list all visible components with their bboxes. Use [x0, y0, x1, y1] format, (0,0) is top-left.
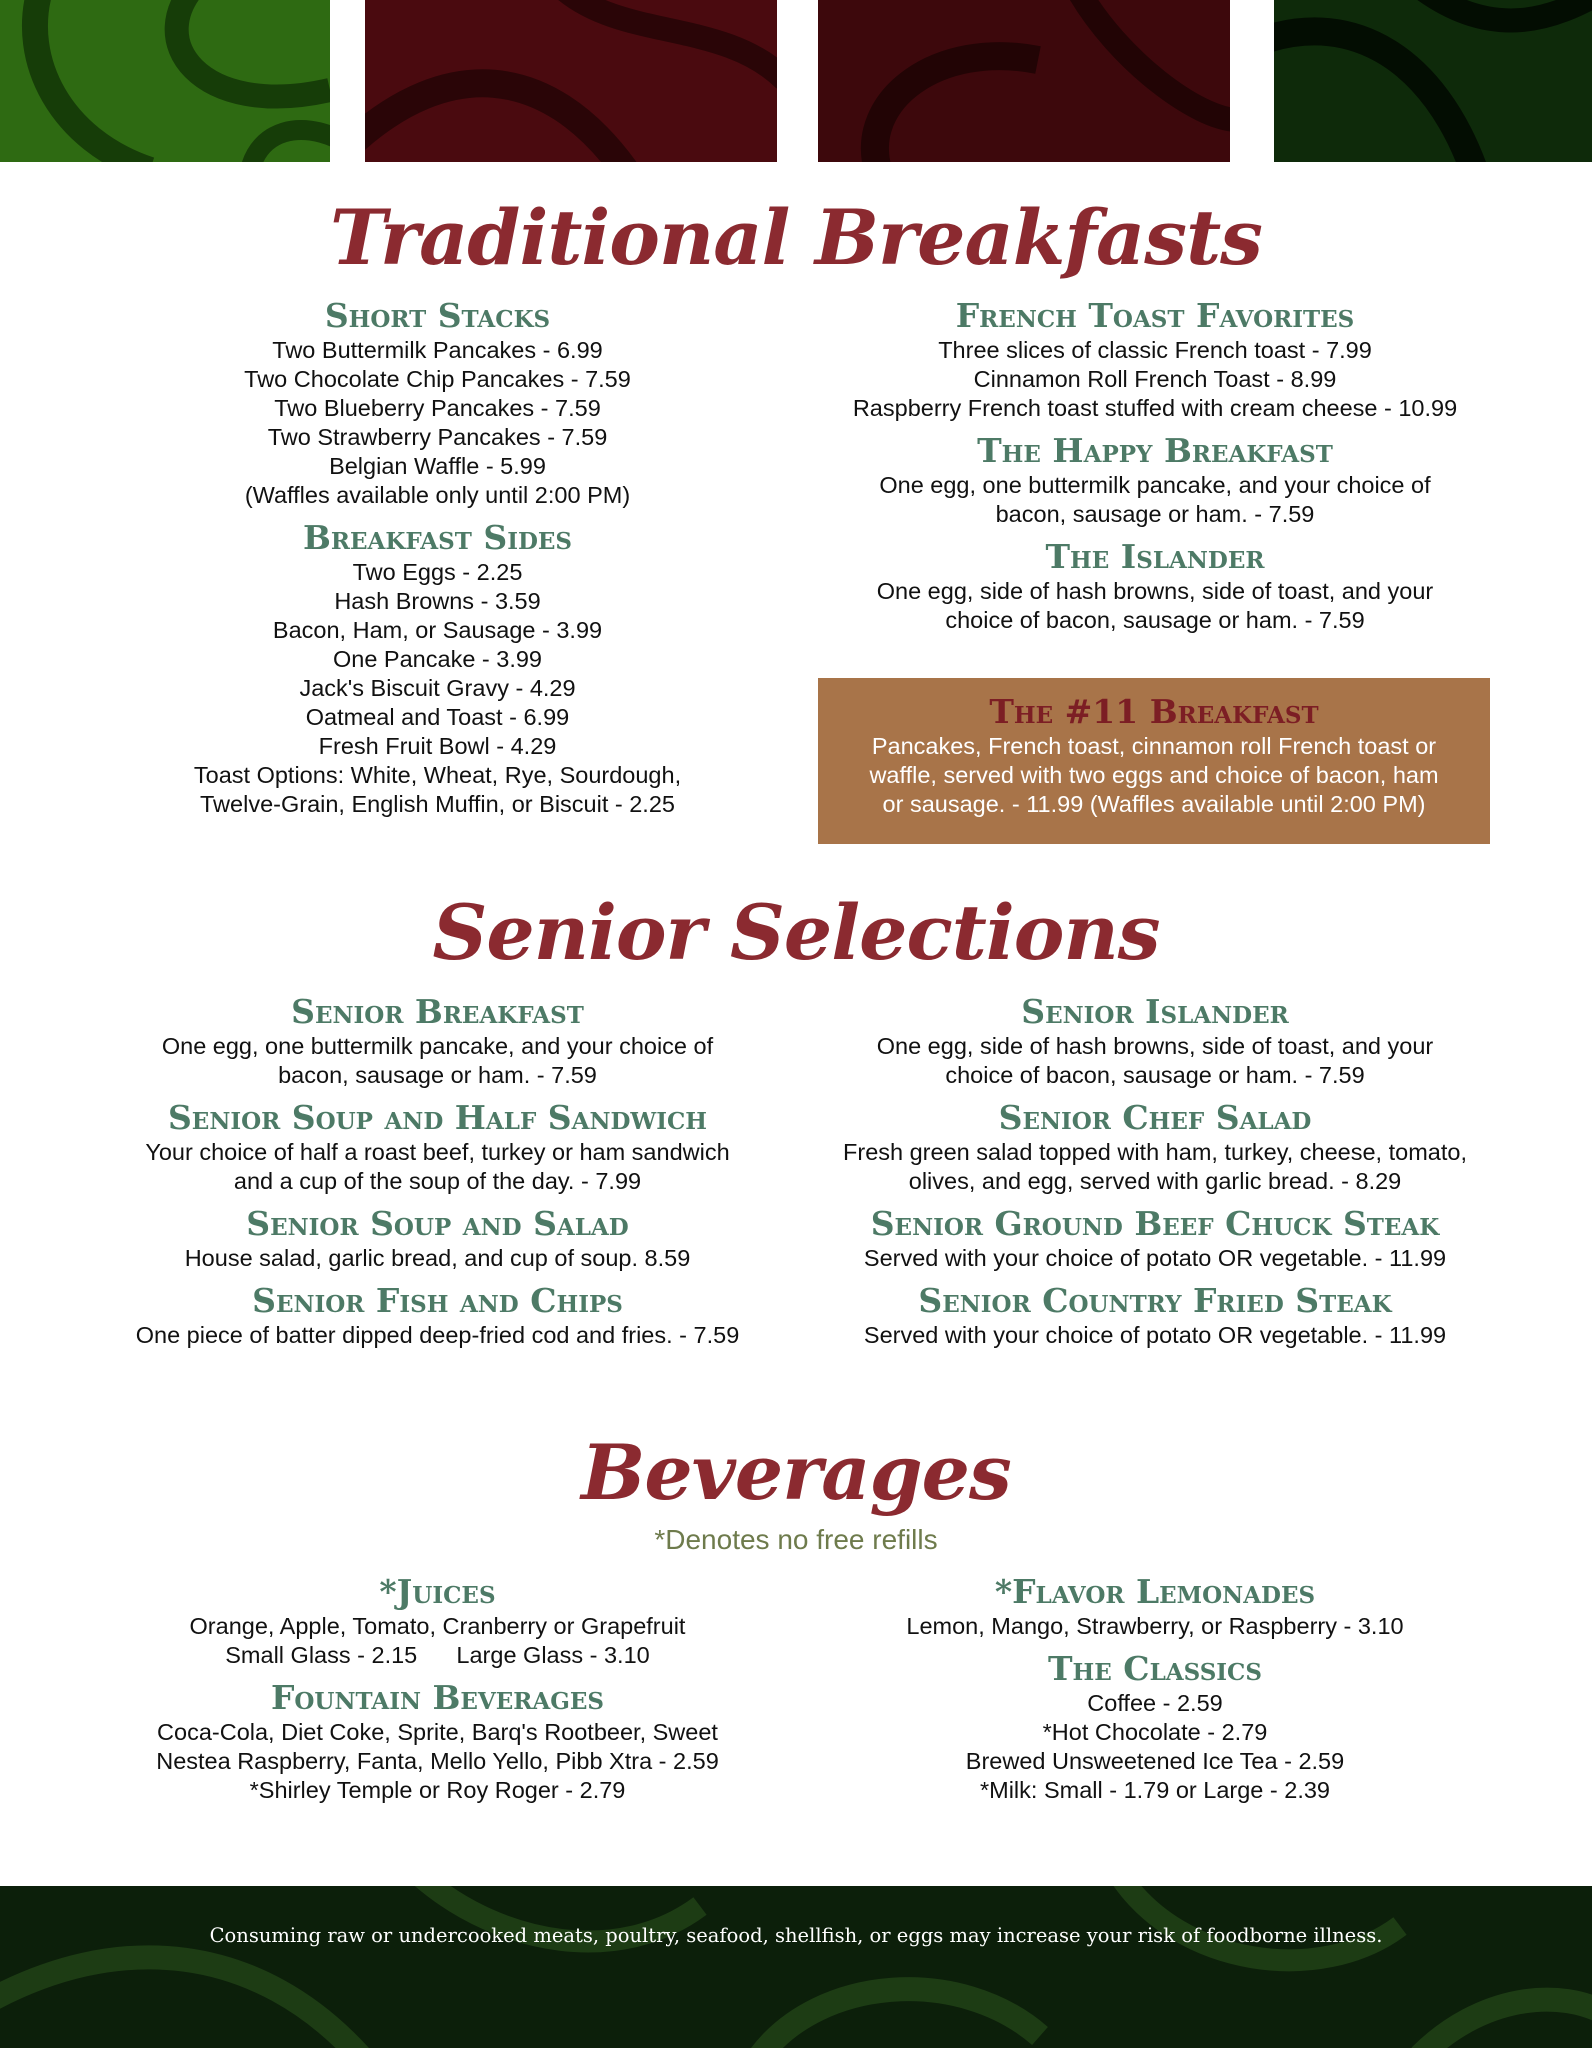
- menu-section-heading: French Toast Favorites: [955, 296, 1355, 335]
- menu-section-heading: Senior Soup and Salad: [246, 1204, 629, 1243]
- menu-section: [805, 296, 1505, 423]
- menu-section-heading: Senior Ground Beef Chuck Steak: [870, 1204, 1440, 1243]
- menu-section: [60, 296, 815, 510]
- menu-line: Hash Browns - 3.59: [334, 588, 541, 614]
- menu-line: Brewed Unsweetened Ice Tea - 2.59: [965, 1748, 1345, 1774]
- menu-section-heading: Senior Islander: [1021, 992, 1289, 1031]
- menu-section: [60, 518, 815, 819]
- menu-section-heading: The Happy Breakfast: [977, 431, 1333, 470]
- menu-line: Toast Options: White, Wheat, Rye, Sourdough,: [193, 762, 682, 788]
- menu-section: [60, 1204, 815, 1273]
- menu-line: *Shirley Temple or Roy Roger - 2.79: [249, 1777, 626, 1803]
- beverages-title: Beverages: [581, 1428, 1011, 1517]
- header-pattern-tile-red: [365, 0, 777, 162]
- menu-line: One egg, one buttermilk pancake, and your choice of: [879, 472, 1431, 498]
- menu-line: choice of bacon, sausage or ham. - 7.59: [945, 1062, 1365, 1088]
- menu-section-heading: *Juices: [379, 1572, 496, 1611]
- menu-line: Served with your choice of potato OR vegetable. - 11.99: [863, 1245, 1447, 1271]
- menu-line: One piece of batter dipped deep-fried cod and fries. - 7.59: [135, 1322, 740, 1348]
- menu-section-heading: Breakfast Sides: [302, 518, 573, 557]
- header-pattern-tile-dark-green: [1274, 0, 1592, 162]
- menu-line: waffle, served with two eggs and choice of bacon, ham: [869, 762, 1439, 788]
- menu-line: Fresh green salad topped with ham, turkey, cheese, tomato,: [843, 1139, 1467, 1165]
- menu-section: [805, 431, 1505, 529]
- menu-line: *Milk: Small - 1.79 or Large - 2.39: [979, 1777, 1331, 1803]
- menu-line: Coca-Cola, Diet Coke, Sprite, Barq's Rootbeer, Sweet: [157, 1719, 718, 1745]
- menu-line: One egg, one buttermilk pancake, and your choice of: [161, 1033, 714, 1059]
- menu-line: Raspberry French toast stuffed with cream cheese - 10.99: [852, 395, 1458, 421]
- menu-section-heading: Senior Soup and Half Sandwich: [167, 1098, 708, 1137]
- menu-section: [805, 1098, 1505, 1196]
- menu-line: Nestea Raspberry, Fanta, Mello Yello, Pibb Xtra - 2.59: [156, 1748, 719, 1774]
- menu-line: Oatmeal and Toast - 6.99: [305, 704, 570, 730]
- menu-section-heading: *Flavor Lemonades: [994, 1572, 1316, 1611]
- foodborne-illness-disclaimer: Consuming raw or undercooked meats, poultry, seafood, shellfish, or eggs may increase your risk of foodborne illness.: [209, 1924, 1383, 1947]
- menu-line: Two Chocolate Chip Pancakes - 7.59: [244, 366, 631, 392]
- traditional-left-column: [60, 296, 815, 819]
- featured-breakfast-box: [818, 678, 1490, 844]
- senior-left-column: [60, 992, 815, 1350]
- menu-line: Belgian Waffle - 5.99: [329, 453, 546, 479]
- menu-line: Orange, Apple, Tomato, Cranberry or Grapefruit: [189, 1613, 686, 1639]
- menu-line: and a cup of the soup of the day. - 7.99: [233, 1168, 642, 1194]
- menu-line: Pancakes, French toast, cinnamon roll French toast or: [871, 733, 1437, 759]
- menu-line: Served with your choice of potato OR vegetable. - 11.99: [863, 1322, 1447, 1348]
- header-pattern-tile-dark-red: [818, 0, 1230, 162]
- menu-section: [60, 1678, 815, 1805]
- menu-line: Two Eggs - 2.25: [352, 559, 523, 585]
- menu-section-heading: Short Stacks: [324, 296, 551, 335]
- menu-section: [805, 992, 1505, 1090]
- menu-line: *Hot Chocolate - 2.79: [1042, 1719, 1268, 1745]
- menu-line: Cinnamon Roll French Toast - 8.99: [973, 366, 1337, 392]
- menu-line: One egg, side of hash browns, side of toast, and your: [876, 1033, 1434, 1059]
- menu-section-heading: Senior Country Fried Steak: [918, 1281, 1392, 1320]
- menu-line: Lemon, Mango, Strawberry, or Raspberry - 3.10: [906, 1613, 1404, 1639]
- menu-line: choice of bacon, sausage or ham. - 7.59: [945, 607, 1365, 633]
- menu-section: [805, 537, 1505, 635]
- menu-section-heading: Senior Chef Salad: [998, 1098, 1312, 1137]
- footer-pattern: [0, 1886, 1592, 2048]
- menu-line: Two Blueberry Pancakes - 7.59: [274, 395, 601, 421]
- footer-banner: [0, 1886, 1592, 2048]
- menu-line: bacon, sausage or ham. - 7.59: [995, 501, 1315, 527]
- menu-section-heading: Senior Fish and Chips: [252, 1281, 623, 1320]
- menu-line: Coffee - 2.59: [1087, 1690, 1223, 1716]
- menu-line: One egg, side of hash browns, side of toast, and your: [876, 578, 1434, 604]
- menu-line: House salad, garlic bread, and cup of soup. 8.59: [184, 1245, 691, 1271]
- menu-section: [60, 1281, 815, 1350]
- menu-line: Jack's Biscuit Gravy - 4.29: [299, 675, 576, 701]
- menu-section: [805, 1204, 1505, 1273]
- header-pattern-tile-green: [0, 0, 330, 162]
- beverages-left-column: [60, 1572, 815, 1805]
- menu-line: Two Strawberry Pancakes - 7.59: [267, 424, 608, 450]
- refill-note: *Denotes no free refills: [654, 1524, 938, 1555]
- menu-line: or sausage. - 11.99 (Waffles available until 2:00 PM): [882, 791, 1426, 817]
- senior-selections-title: Senior Selections: [432, 888, 1160, 977]
- menu-section-heading: Senior Breakfast: [291, 992, 584, 1031]
- menu-line: Three slices of classic French toast - 7.99: [938, 337, 1372, 363]
- menu-line: Two Buttermilk Pancakes - 6.99: [272, 337, 603, 363]
- menu-section: [60, 1098, 815, 1196]
- menu-line: (Waffles available only until 2:00 PM): [244, 482, 631, 508]
- menu-section-heading: Fountain Beverages: [270, 1678, 605, 1717]
- menu-section: [805, 1281, 1505, 1350]
- menu-section-heading: The #11 Breakfast: [989, 692, 1319, 731]
- menu-line: bacon, sausage or ham. - 7.59: [278, 1062, 597, 1088]
- menu-line: One Pancake - 3.99: [332, 646, 543, 672]
- senior-right-column: [805, 992, 1505, 1350]
- menu-section: [60, 992, 815, 1090]
- menu-line: Your choice of half a roast beef, turkey or ham sandwich: [145, 1139, 730, 1165]
- traditional-breakfasts-title: Traditional Breakfasts: [330, 193, 1262, 282]
- menu-line: Twelve-Grain, English Muffin, or Biscuit - 2.25: [200, 791, 675, 817]
- menu-section: [805, 1572, 1505, 1641]
- traditional-right-column: [805, 296, 1505, 635]
- menu-section: [805, 1649, 1505, 1805]
- menu-line: Small Glass - 2.15 Large Glass - 3.10: [225, 1642, 650, 1668]
- menu-line: olives, and egg, served with garlic bread. - 8.29: [908, 1168, 1402, 1194]
- menu-section-heading: The Islander: [1045, 537, 1265, 576]
- menu-section: [60, 1572, 815, 1670]
- beverages-right-column: [805, 1572, 1505, 1805]
- menu-section-heading: The Classics: [1048, 1649, 1262, 1688]
- menu-line: Fresh Fruit Bowl - 4.29: [318, 733, 557, 759]
- menu-line: Bacon, Ham, or Sausage - 3.99: [272, 617, 603, 643]
